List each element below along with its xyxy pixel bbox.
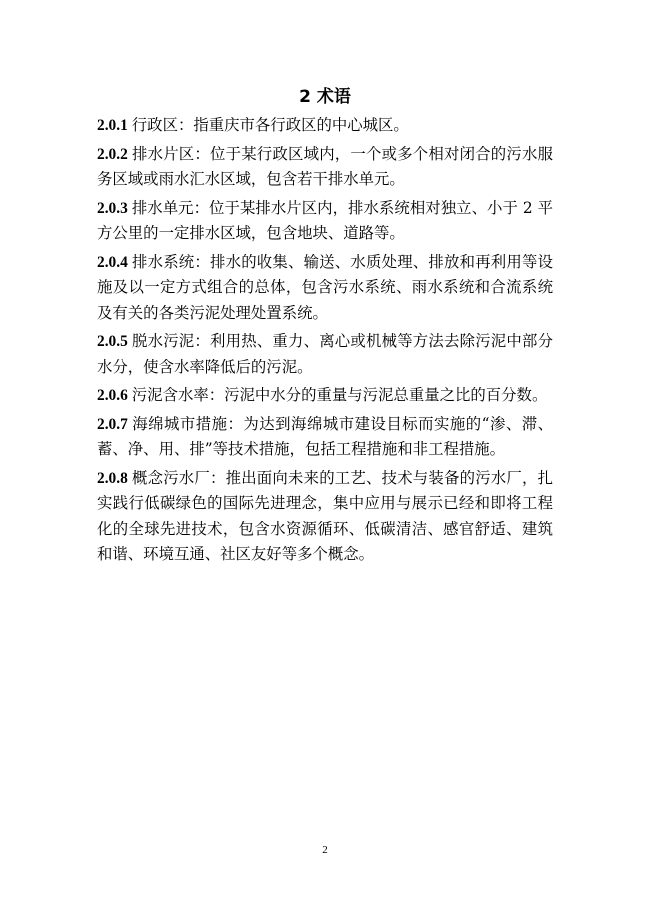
terms-list: [97, 113, 553, 571]
term-item: [97, 113, 553, 139]
term-number: 2.0.4: [97, 253, 128, 271]
term-item: [97, 329, 553, 380]
term-item: [97, 142, 553, 193]
term-item: [97, 412, 553, 463]
term-number: 2.0.5: [97, 333, 128, 350]
term-text: 脱水污泥：利用热、重力、离心或机械等方法去除污泥中部分水分，使含水率降低后的污泥。: [97, 332, 553, 376]
term-text: 概念污水厂：推出面向未来的工艺、技术与装备的污水厂，扎实践行低碳绿色的国际先进理念，集中应用与展示已经和即将工程化的全球先进技术，包含水资源循环、低碳清洁、感官舒适、建筑和谐、环境互通、社区友好等多个概念。: [97, 468, 553, 563]
term-item: [97, 196, 553, 247]
term-text: 海绵城市措施：为达到海绵城市建设目标而实施的“渗、滞、蓄、净、用、排”等技术措施，包括工程措施和非工程措施。: [97, 414, 553, 458]
term-item: [97, 383, 553, 409]
page-number: 2: [322, 844, 328, 856]
section-title: 2 术语: [299, 87, 351, 107]
term-number: 2.0.2: [97, 145, 128, 163]
term-number: 2.0.6: [97, 387, 128, 404]
term-number: 2.0.7: [97, 415, 128, 433]
term-number: 2.0.1: [97, 117, 128, 134]
term-text: 行政区：指重庆市各行政区的中心城区。: [131, 116, 409, 134]
term-item: [97, 466, 553, 568]
term-number: 2.0.8: [97, 469, 128, 487]
term-text: 排水系统：排水的收集、输送、水质处理、排放和再利用等设施及以一定方式组合的总体，包含污水系统、雨水系统和合流系统及有关的各类污泥处理处置系统。: [97, 252, 553, 322]
term-text: 排水单元：位于某排水片区内，排水系统相对独立、小于 2 平方公里的一定排水区域，包含地块、道路等。: [97, 198, 553, 242]
term-text: 排水片区：位于某行政区域内，一个或多个相对闭合的污水服务区域或雨水汇水区域，包含若干排水单元。: [97, 144, 553, 188]
term-text: 污泥含水率：污泥中水分的重量与污泥总重量之比的百分数。: [131, 386, 548, 404]
term-item: [97, 250, 553, 327]
term-number: 2.0.3: [97, 199, 128, 217]
